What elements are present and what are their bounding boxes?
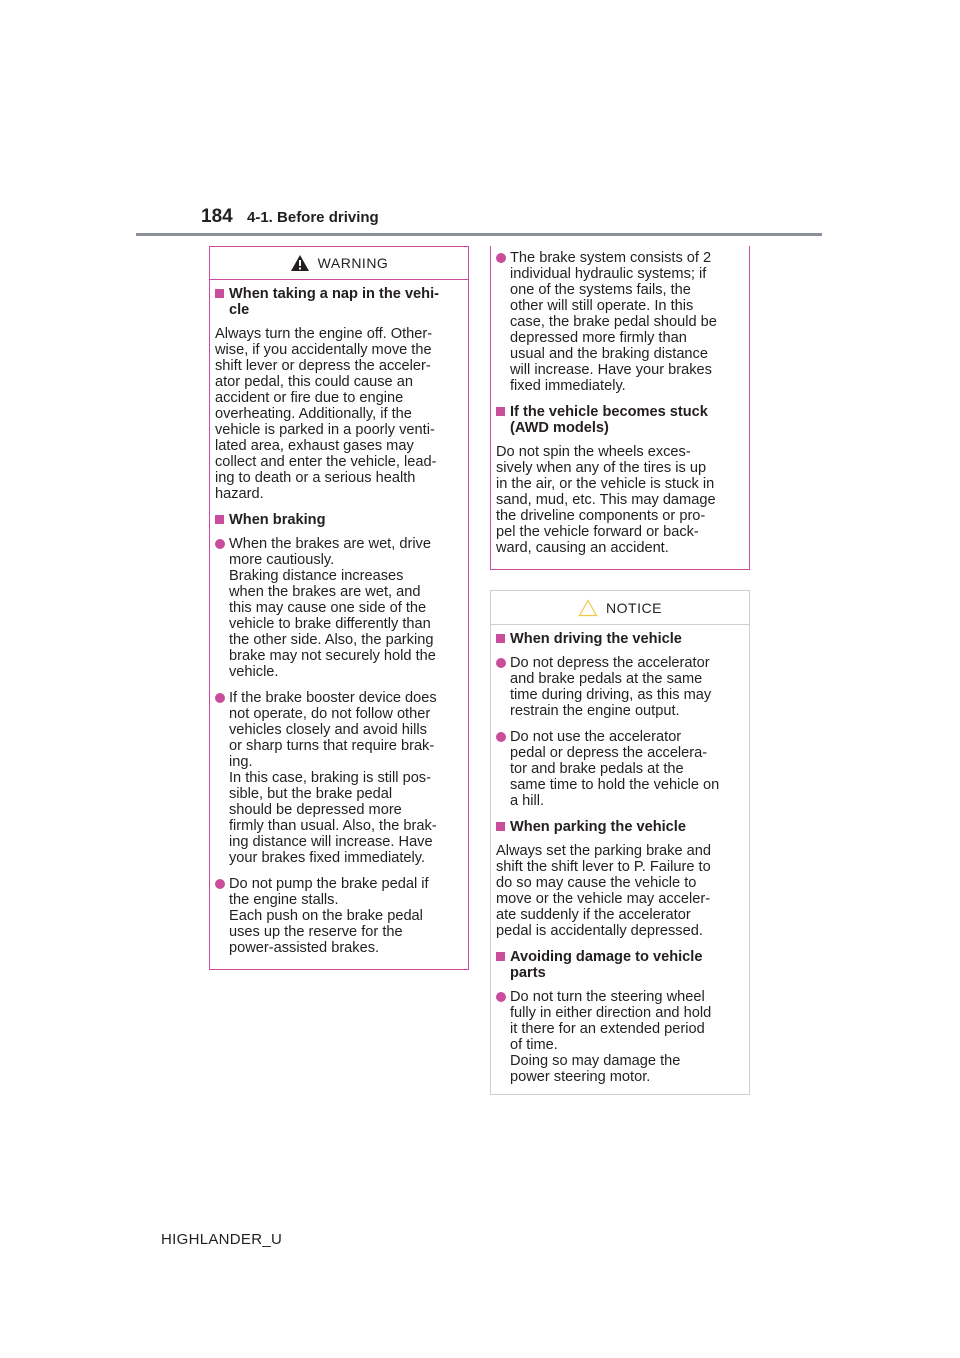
warning-triangle-icon [290,254,310,272]
bullet-text: If the brake booster device does not operate, do not follow other vehicles closely and avoid hills or sharp turns that require brak- ing. In this case, braking is still pos- sible, but the brake pedal should be depressed more firmly than usual. Also, the brak- ing distance will increase. Have your brakes fixed immediately. [229,690,437,866]
notice-title: NOTICE [606,599,662,616]
paragraph: Always set the parking brake and shift the shift lever to P. Failure to do so may cause the vehicle to move or the vehicle may acceler- ate suddenly if the accelerator pedal is accidentally depressed. [496,843,711,939]
warning-header [210,247,468,280]
circle-bullet-icon [215,879,225,889]
circle-bullet-icon [215,693,225,703]
section-heading-text: When driving the vehicle [510,631,682,647]
bullet-text: Do not depress the accelerator and brake pedals at the same time during driving, as this may restrain the engine output. [510,655,712,719]
header-rule [136,233,822,236]
section-heading [215,286,462,318]
section-heading-text: When braking [229,512,326,528]
circle-bullet-icon [496,992,506,1002]
square-bullet-icon [496,407,505,416]
square-bullet-icon [215,515,224,524]
bullet-item [215,690,462,866]
section-heading [496,631,743,647]
paragraph: Do not spin the wheels exces- sively when any of the tires is up in the air, or the vehicle is stuck in sand, mud, etc. This may damage the driveline components or pro- pel the vehicle forward or back- ward, causing an accident. [496,444,716,556]
section-heading [496,949,743,981]
circle-bullet-icon [496,253,506,263]
square-bullet-icon [496,822,505,831]
warning-continued-body [491,246,749,556]
notice-triangle-icon [578,599,598,617]
bullet-item [496,729,743,809]
warning-body [210,280,468,956]
section-heading [215,512,462,528]
bullet-text: Do not pump the brake pedal if the engine stalls. Each push on the brake pedal uses up the reserve for the power-assisted brakes. [229,876,429,956]
bullet-text: The brake system consists of 2 individual hydraulic systems; if one of the systems fails, the other will still operate. In this case, the brake pedal should be depressed more firmly than usual and the braking distance will increase. Have your brakes fixed immediately. [510,250,717,394]
section-heading-text: When parking the vehicle [510,819,686,835]
bullet-text: When the brakes are wet, drive more cautiously. Braking distance increases when the brakes are wet, and this may cause one side of the vehicle to brake differently than the other side. Also, the parking brake may not securely hold the vehicle. [229,536,436,680]
square-bullet-icon [215,289,224,298]
footer-model: HIGHLANDER_U [161,1231,283,1248]
notice-body [491,625,749,1085]
square-bullet-icon [496,634,505,643]
section-heading-text: If the vehicle becomes stuck (AWD models) [510,404,708,436]
bullet-item [215,536,462,680]
warning-box [209,246,469,970]
section-heading [496,819,743,835]
bullet-item [215,876,462,956]
bullet-item [496,655,743,719]
section-heading-text: Avoiding damage to vehicle parts [510,949,703,981]
bullet-text: Do not turn the steering wheel fully in either direction and hold it there for an extended period of time. Doing so may damage the power steering motor. [510,989,712,1085]
circle-bullet-icon [496,732,506,742]
warning-title: WARNING [317,255,389,271]
paragraph: Always turn the engine off. Other- wise, if you accidentally move the shift lever or depress the acceler- ator pedal, this could cause an accident or fire due to engine overheating. Additionally, if the vehicle is parked in a poorly venti- lated area, exhaust gases may collect and enter the vehicle, lead- ing to death or a serious health hazard. [215,326,437,502]
circle-bullet-icon [496,658,506,668]
section-heading-text: When taking a nap in the vehi- cle [229,286,440,318]
bullet-item [496,989,743,1085]
warning-box-continued [490,246,750,570]
section-heading [496,404,743,436]
notice-header [491,591,749,625]
page-number: 184 [201,206,233,227]
circle-bullet-icon [215,539,225,549]
bullet-text: Do not use the accelerator pedal or depress the accelera- tor and brake pedals at the same time to hold the vehicle on a hill. [510,729,720,809]
chapter-title: 4-1. Before driving [247,209,379,226]
notice-box [490,590,750,1095]
square-bullet-icon [496,952,505,961]
bullet-item [496,250,743,394]
